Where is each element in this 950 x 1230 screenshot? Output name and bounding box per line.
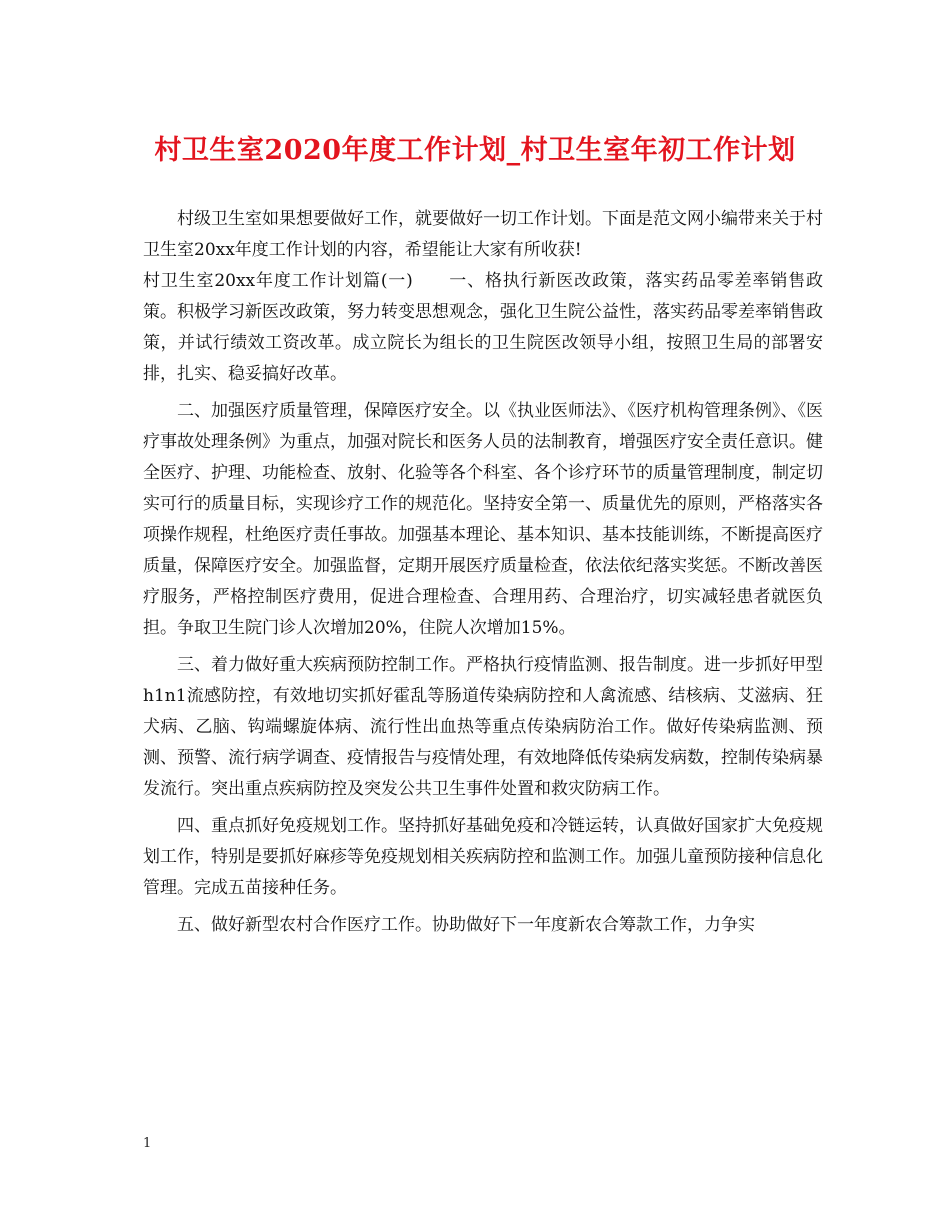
page-number: 1 — [143, 1136, 152, 1151]
paragraph-section-2: 二、加强医疗质量管理，保障医疗安全。以《执业医师法》、《医疗机构管理条例》、《医疗事故处理条例》为重点，加强对院长和医务人员的法制教育，增强医疗安全责任意识。健全医疗、护理、功能检查、放射、化验等各个科室、各个诊疗环节的质量管理制度，制定切实可行的质量目标，实现诊疗工作的规范化。坚持安全第一、质量优先的原则，严格落实各项操作规程，杜绝医疗责任事故。加强基本理论、基本知识、基本技能训练，不断提高医疗质量，保障医疗安全。加强监督，定期开展医疗质量检查，依法依纪落实奖惩。不断改善医疗服务，严格控制医疗费用，促进合理检查、合理用药、合理治疗，切实减轻患者就医负担。争取卫生院门诊人次增加20%，住院人次增加15%。 — [143, 401, 823, 638]
paragraph-section-5: 五、做好新型农村合作医疗工作。协助做好下一年度新农合筹款工作，力争实 — [177, 915, 755, 935]
paragraph-intro: 村级卫生室如果想要做好工作，就要做好一切工作计划。下面是范文网小编带来关于村卫生室20xx年度工作计划的内容，希望能让大家有所收获! — [143, 209, 823, 260]
paragraph-section-3: 三、着力做好重大疾病预防控制工作。严格执行疫情监测、报告制度。进一步抓好甲型h1n1流感防控，有效地切实抓好霍乱等肠道传染病防控和人禽流感、结核病、艾滋病、狂犬病、乙脑、钩端螺旋体病、流行性出血热等重点传染病防治工作。做好传染病监测、预测、预警、流行病学调查、疫情报告与疫情处理，有效地降低传染病发病数，控制传染病暴发流行。突出重点疾病防控及突发公共卫生事件处置和救灾防病工作。 — [143, 655, 823, 799]
paragraph-section-4: 四、重点抓好免疫规划工作。坚持抓好基础免疫和冷链运转，认真做好国家扩大免疫规划工作，特别是要抓好麻疹等免疫规划相关疾病防控和监测工作。加强儿童预防接种信息化管理。完成五苗接种任务。 — [143, 816, 823, 898]
paragraph-section-1: 村卫生室20xx年度工作计划篇(一) 一、格执行新医改政策，落实药品零差率销售政策。积极学习新医改政策，努力转变思想观念，强化卫生院公益性，落实药品零差率销售政策，并试行绩效工资改革。成立院长为组长的卫生院医改领导小组，按照卫生局的部署安排，扎实、稳妥搞好改革。 — [143, 271, 823, 384]
document-body — [143, 204, 823, 947]
document-title: 村卫生室2020年度工作计划_村卫生室年初工作计划 — [154, 135, 796, 166]
